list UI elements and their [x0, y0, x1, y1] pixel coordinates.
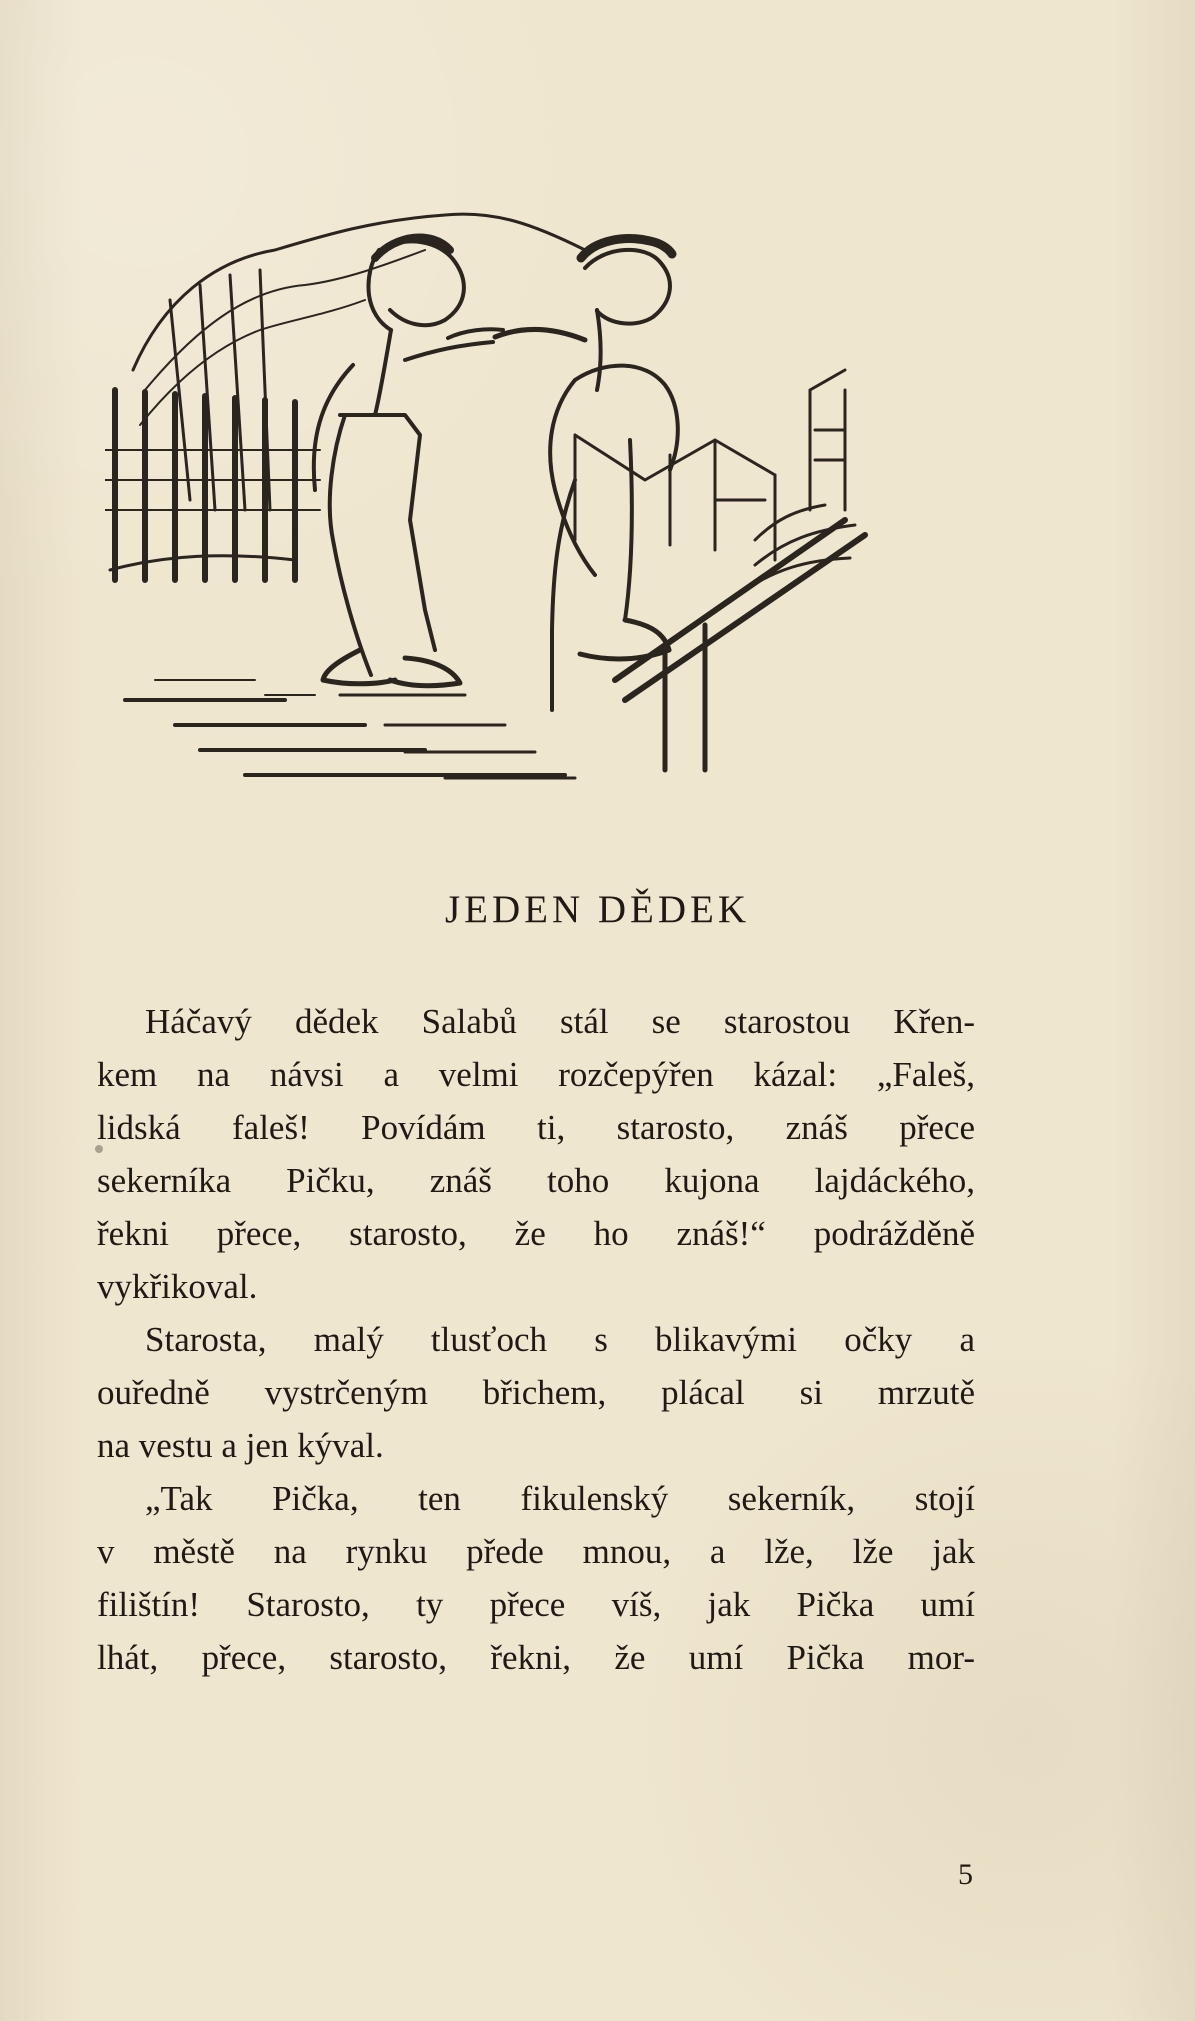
text-line: na vestu a jen kýval.: [97, 1426, 384, 1465]
text-line: „Tak Pička, ten fikulenský sekerník, stojí: [145, 1479, 975, 1518]
text-line: řekni přece, starosto, že ho znáš!“ podrážděně: [97, 1214, 975, 1253]
text-line: ouředně vystrčeným břichem, plácal si mrzutě: [97, 1373, 975, 1412]
text-line: kem na návsi a velmi rozčepýřen kázal: „Faleš,: [97, 1055, 975, 1094]
text-line: vykřikoval.: [97, 1267, 258, 1306]
text-line: v městě na rynku přede mnou, a lže, lže jak: [97, 1532, 975, 1571]
chapter-title: JEDEN DĚDEK: [444, 888, 751, 931]
text-line: lidská faleš! Povídám ti, starosto, znáš přece: [97, 1108, 975, 1147]
page-number: 5: [958, 1858, 973, 1891]
text-line: Háčavý dědek Salabů stál se starostou Křen-: [145, 1002, 975, 1041]
illustration-svg: [105, 180, 985, 780]
text-line: filištín! Starosto, ty přece víš, jak Pička umí: [97, 1585, 975, 1624]
chapter-text: [97, 995, 975, 1684]
text-line: lhát, přece, starosto, řekni, že umí Pička mor-: [97, 1638, 975, 1677]
text-line: sekerníka Pičku, znáš toho kujona lajdáckého,: [97, 1161, 975, 1200]
text-line: Starosta, malý tlusťoch s blikavými očky a: [145, 1320, 975, 1359]
village-illustration: [105, 180, 985, 780]
